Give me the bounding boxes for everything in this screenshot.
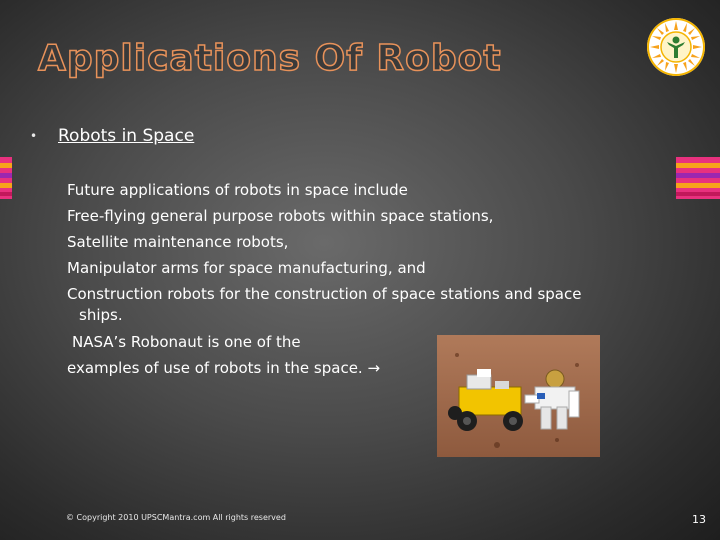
page-number: 13 <box>692 513 706 526</box>
copyright-footer: © Copyright 2010 UPSCMantra.com All rights reserved <box>66 513 286 522</box>
body-line: Manipulator arms for space manufacturing, and <box>67 259 426 277</box>
body-line: examples of use of robots in the space. → <box>67 359 381 377</box>
body-line: ships. <box>79 306 123 324</box>
slide-title: Applications Of Robot <box>38 38 502 79</box>
decorative-stripe-right <box>676 157 720 199</box>
body-line: Future applications of robots in space include <box>67 181 408 199</box>
bullet-icon: • <box>30 129 38 143</box>
body-line: Construction robots for the construction of space stations and space <box>67 285 582 303</box>
robonaut-rover-photo <box>437 335 600 457</box>
body-line: NASA’s Robonaut is one of the <box>72 333 301 351</box>
bullet-link[interactable]: Robots in Space <box>58 126 195 146</box>
body-line: Satellite maintenance robots, <box>67 233 289 251</box>
bullet-item <box>30 126 194 146</box>
sunburst-logo-icon <box>647 18 705 76</box>
decorative-stripe-left <box>0 157 12 199</box>
body-line: Free-flying general purpose robots within space stations, <box>67 207 494 225</box>
